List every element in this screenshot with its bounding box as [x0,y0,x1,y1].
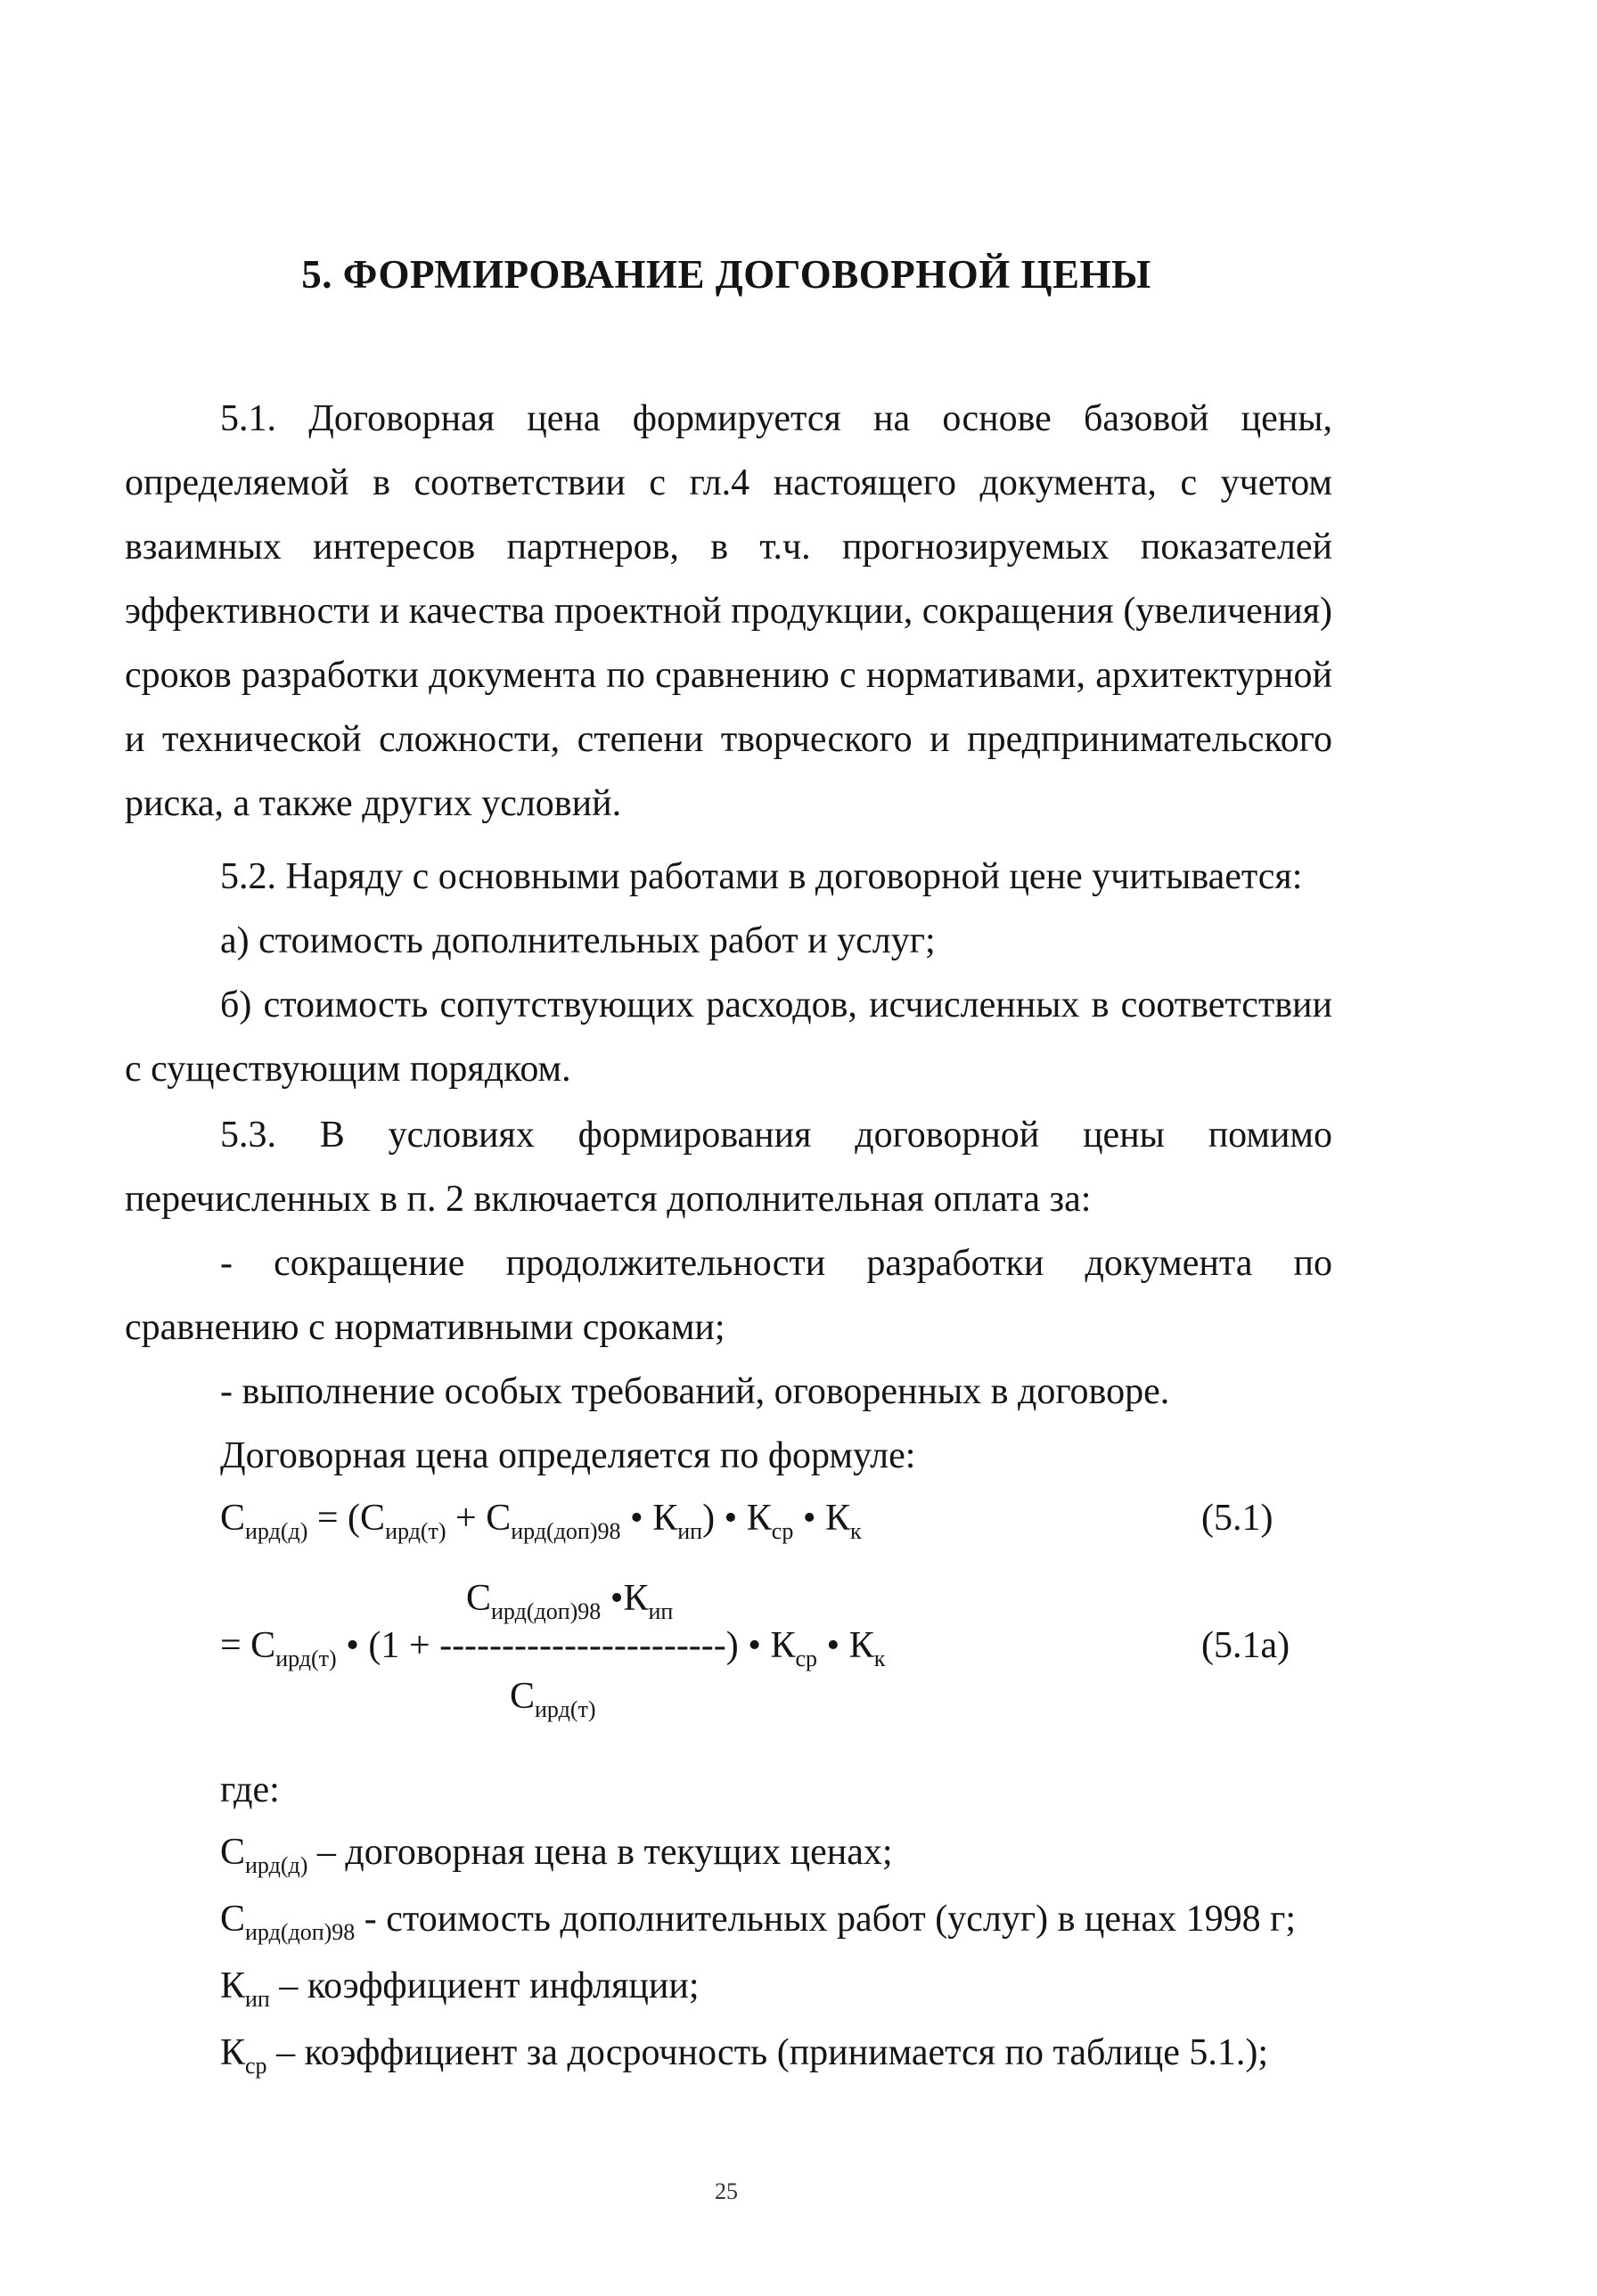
formula-5-1a-denominator: $С_{ирд(т)}$ [510,1676,596,1722]
formula-intro: Договорная цена определяется по формуле: [220,1435,916,1476]
definition-item: $С_{ирд(доп)98}$ - стоимость дополнительных работ (услуг) в ценах 1998 г; [220,1899,1297,1945]
section-heading: 5. ФОРМИРОВАНИЕ ДОГОВОРНОЙ ЦЕНЫ [301,252,1151,297]
paragraph-5-2: 5.2. Наряду с основными работами в договорной цене учитывается: [220,856,1303,897]
paragraph-5-2-b: б) стоимость сопутствующих расходов, исчисленных в соответствии с существующим порядком. [125,985,1332,1090]
formula-5-1a-numerator: $С_{ирд(доп)98}$ $•К_{ип}$ [466,1578,674,1624]
where-label: где: [220,1769,280,1810]
definition-item: $К_{ср}$ – коэффициент за досрочность (принимается по таблице 5.1.); [220,2032,1269,2079]
paragraph-5-3: 5.3. В условиях формирования договорной цены помимо перечисленных в п. 2 включается дополнительная оплата за: [125,1115,1332,1220]
paragraph-5-1: 5.1. Договорная цена формируется на основе базовой цены, определяемой в соответствии с гл.4 настоящего документа, с учетом взаимных интересов партнеров, в т.ч. прогнозируемых показателей эффективности и качества проектной продукции, сокращения (увеличения) сроков разработки документа по сравнению с нормативами, архитектурной и технической сложности, степени творческого и предпринимательского риска, а также других условий. [125,398,1332,824]
definition-item: $С_{ирд(д)}$ – договорная цена в текущих ценах; [220,1832,893,1878]
paragraph-5-3-b: - выполнение особых требований, оговоренных в договоре. [220,1371,1170,1412]
paragraph-5-3-a: - сокращение продолжительности разработки документа по сравнению с нормативными сроками; [125,1243,1332,1348]
formula-5-1a-main: = $С_{ирд(т)}$ • (1 + -----------------------) • $К_{ср}$ • $К_к$ [220,1625,886,1671]
formula-5-1a-label: (5.1а) [1201,1625,1290,1666]
definition-item: $К_{ип}$ – коэффициент инфляции; [220,1965,700,2012]
paragraph-5-2-a: а) стоимость дополнительных работ и услуг; [220,920,936,961]
formula-5-1: $С_{ирд(д)} = (С_{ирд(т)} + С_{ирд(доп)98}$ • $К_{ип}$) • $К_{ср}$ • $К_к$ [220,1498,862,1544]
formula-5-1-label: (5.1) [1201,1498,1274,1539]
page-number: 25 [715,2178,738,2204]
